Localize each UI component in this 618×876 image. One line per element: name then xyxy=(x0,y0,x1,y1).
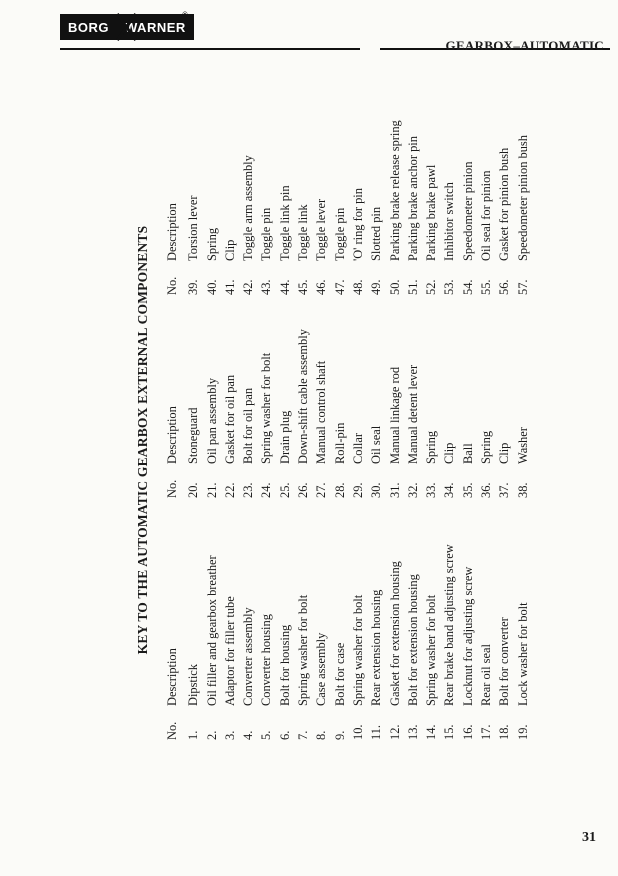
item-description: Parking brake release spring xyxy=(387,120,402,261)
item-number: 11. xyxy=(369,724,384,740)
table-row xyxy=(514,505,532,740)
table-row xyxy=(477,505,495,740)
item-description: Bolt for extension housing xyxy=(405,574,420,706)
table-row xyxy=(422,505,440,740)
item-number: 25. xyxy=(277,482,292,498)
logo-registered-mark: ® xyxy=(182,12,188,19)
item-description: Gasket for oil pan xyxy=(222,374,237,464)
item-description: Toggle link xyxy=(296,204,311,261)
item-number: 16. xyxy=(460,724,475,740)
table-row xyxy=(367,303,385,498)
item-number: 35. xyxy=(460,482,475,498)
item-description: Clip xyxy=(222,239,237,261)
table-row xyxy=(184,505,202,740)
item-description: Lock washer for bolt xyxy=(515,602,530,706)
item-description: Oil pan assembly xyxy=(204,377,219,464)
table-row xyxy=(221,303,239,498)
table-row xyxy=(386,120,404,295)
item-description: Ball xyxy=(460,443,475,464)
table-row xyxy=(495,505,513,740)
item-description: Parking brake pawl xyxy=(424,164,439,261)
table-row xyxy=(257,135,275,295)
item-number: 23. xyxy=(241,482,256,498)
item-description: Bolt for case xyxy=(332,642,347,706)
item-number: 24. xyxy=(259,482,274,498)
item-number: 30. xyxy=(369,482,384,498)
table-row xyxy=(349,505,367,740)
table-row xyxy=(203,505,221,740)
table-row xyxy=(495,303,513,498)
table-row xyxy=(312,303,330,498)
item-number: 56. xyxy=(497,279,512,295)
item-number: 7. xyxy=(296,730,311,740)
item-description: Gasket for extension housing xyxy=(387,561,402,706)
item-description: Spring washer for bolt xyxy=(296,594,311,706)
table-row xyxy=(276,303,294,498)
item-description: Converter housing xyxy=(259,614,274,706)
header-description: Description xyxy=(165,648,179,706)
item-number: 43. xyxy=(259,279,274,295)
table-row xyxy=(239,303,257,498)
header-no: No. xyxy=(165,479,179,498)
item-number: 6. xyxy=(277,730,292,740)
item-description: Locknut for adjusting screw xyxy=(460,566,475,706)
table-row xyxy=(239,505,257,740)
item-description: Inhibitor switch xyxy=(442,182,457,261)
item-description: Roll-pin xyxy=(332,422,347,464)
table-row xyxy=(440,135,458,295)
item-description: Toggle pin xyxy=(259,207,274,261)
item-description: Speedometer pinion bush xyxy=(515,135,530,261)
table-row xyxy=(440,505,458,740)
table-header-row xyxy=(163,303,181,498)
table-row xyxy=(221,135,239,295)
table-row xyxy=(404,135,422,295)
item-description: Case assembly xyxy=(314,632,329,706)
item-description: Parking brake anchor pin xyxy=(405,136,420,261)
item-number: 39. xyxy=(186,279,201,295)
item-number: 17. xyxy=(479,724,494,740)
table-row xyxy=(294,505,312,740)
item-number: 4. xyxy=(241,730,256,740)
table-row xyxy=(331,505,349,740)
item-number: 21. xyxy=(204,482,219,498)
item-description: Slotted pin xyxy=(369,206,384,261)
item-description: Bolt for converter xyxy=(497,617,512,706)
item-description: Adaptor for filler tube xyxy=(222,596,237,706)
table-row xyxy=(422,303,440,498)
table-row xyxy=(440,303,458,498)
item-number: 46. xyxy=(314,279,329,295)
item-number: 41. xyxy=(222,279,237,295)
table-row xyxy=(276,505,294,740)
item-number: 55. xyxy=(479,279,494,295)
item-number: 20. xyxy=(186,482,201,498)
item-number: 53. xyxy=(442,279,457,295)
item-number: 57. xyxy=(515,279,530,295)
item-description: Rear brake band adjusting screw xyxy=(442,544,457,706)
table-title: KEY TO THE AUTOMATIC GEARBOX EXTERNAL COMPONENTS xyxy=(135,225,150,655)
item-number: 52. xyxy=(424,279,439,295)
header-no: No. xyxy=(165,721,179,740)
item-number: 51. xyxy=(405,279,420,295)
table-row xyxy=(184,303,202,498)
table-row xyxy=(294,303,312,498)
item-number: 3. xyxy=(222,730,237,740)
item-number: 42. xyxy=(241,279,256,295)
table-row xyxy=(367,505,385,740)
item-number: 26. xyxy=(296,482,311,498)
table-row xyxy=(386,505,404,740)
table-row xyxy=(257,505,275,740)
item-number: 38. xyxy=(515,482,530,498)
item-number: 48. xyxy=(350,279,365,295)
table-row xyxy=(386,303,404,498)
table-row xyxy=(349,303,367,498)
table-row xyxy=(312,505,330,740)
item-description: Clip xyxy=(497,442,512,464)
table-row xyxy=(422,135,440,295)
page-number: 31 xyxy=(582,830,596,845)
item-number: 13. xyxy=(405,724,420,740)
item-description: Rear extension housing xyxy=(369,589,384,706)
item-number: 28. xyxy=(332,482,347,498)
item-number: 1. xyxy=(186,730,201,740)
item-number: 31. xyxy=(387,482,402,498)
item-description: Rear oil seal xyxy=(479,644,494,706)
item-description: Oil seal for pinion xyxy=(479,170,494,261)
table-row xyxy=(349,135,367,295)
item-description: Converter assembly xyxy=(241,607,256,706)
item-description: Manual detent lever xyxy=(405,364,420,464)
item-number: 8. xyxy=(314,730,329,740)
table-row xyxy=(312,135,330,295)
table-row xyxy=(477,303,495,498)
item-description: Bolt for oil pan xyxy=(241,387,256,464)
item-description: Dipstick xyxy=(186,664,201,706)
item-number: 9. xyxy=(332,730,347,740)
table-row xyxy=(203,303,221,498)
table-column-1 xyxy=(163,505,532,740)
item-number: 19. xyxy=(515,724,530,740)
item-description: Torsion lever xyxy=(186,195,201,261)
item-description: Manual linkage rod xyxy=(387,366,402,464)
table-row xyxy=(257,303,275,498)
item-description: Spring washer for bolt xyxy=(259,352,274,464)
item-number: 18. xyxy=(497,724,512,740)
table-row xyxy=(514,135,532,295)
header-description: Description xyxy=(165,203,179,261)
table-header-row xyxy=(163,135,181,295)
item-number: 37. xyxy=(497,482,512,498)
table-row xyxy=(404,505,422,740)
item-number: 40. xyxy=(204,279,219,295)
item-number: 5. xyxy=(259,730,274,740)
item-number: 14. xyxy=(424,724,439,740)
table-row xyxy=(331,303,349,498)
item-number: 15. xyxy=(442,724,457,740)
item-number: 22. xyxy=(222,482,237,498)
table-row xyxy=(459,505,477,740)
item-description: Spring washer for bolt xyxy=(424,594,439,706)
table-row xyxy=(459,135,477,295)
table-column-2 xyxy=(163,303,532,498)
item-description: Speedometer pinion xyxy=(460,161,475,261)
header-rule-left xyxy=(60,48,360,50)
logo-warner-text: WARNER xyxy=(117,14,194,40)
components-key-table xyxy=(135,120,535,740)
item-description: Gasket for pinion bush xyxy=(497,147,512,261)
item-number: 10. xyxy=(350,724,365,740)
table-header-row xyxy=(163,505,181,740)
table-row xyxy=(294,135,312,295)
item-description: Oil seal xyxy=(369,425,384,464)
item-number: 49. xyxy=(369,279,384,295)
item-description: Collar xyxy=(350,433,365,464)
item-number: 34. xyxy=(442,482,457,498)
table-row xyxy=(239,135,257,295)
item-description: Manual control shaft xyxy=(314,360,329,464)
item-number: 44. xyxy=(277,279,292,295)
item-description: Clip xyxy=(442,442,457,464)
table-row xyxy=(404,303,422,498)
item-description: Toggle pin xyxy=(332,207,347,261)
item-description: Spring xyxy=(204,227,219,261)
item-number: 2. xyxy=(204,730,219,740)
item-number: 45. xyxy=(296,279,311,295)
item-description: Oil filler and gearbox breather xyxy=(204,555,219,706)
item-number: 27. xyxy=(314,482,329,498)
item-description: Down-shift cable assembly xyxy=(296,329,311,464)
item-description: Bolt for housing xyxy=(277,624,292,706)
item-number: 33. xyxy=(424,482,439,498)
section-title: GEARBOX–AUTOMATIC xyxy=(445,38,604,53)
table-row xyxy=(367,135,385,295)
logo-borg-text: BORG xyxy=(60,14,117,40)
table-row xyxy=(203,135,221,295)
table-column-3 xyxy=(163,120,532,295)
item-description: Toggle arm assembly xyxy=(241,155,256,261)
item-number: 54. xyxy=(460,279,475,295)
item-number: 47. xyxy=(332,279,347,295)
item-description: Stoneguard xyxy=(186,407,201,464)
table-row xyxy=(495,135,513,295)
table-row xyxy=(184,135,202,295)
table-row xyxy=(477,135,495,295)
item-number: 29. xyxy=(350,482,365,498)
item-description: Toggle lever xyxy=(314,198,329,261)
item-description: Drain plug xyxy=(277,410,292,464)
item-description: Toggle link pin xyxy=(277,185,292,261)
item-description: Spring xyxy=(479,430,494,464)
table-row xyxy=(514,303,532,498)
table-row xyxy=(221,505,239,740)
table-row xyxy=(331,135,349,295)
item-number: 12. xyxy=(387,724,402,740)
header-no: No. xyxy=(165,276,179,295)
table-row xyxy=(276,135,294,295)
item-number: 36. xyxy=(479,482,494,498)
borg-warner-logo xyxy=(60,12,188,40)
table-row xyxy=(459,303,477,498)
item-description: 'O' ring for pin xyxy=(350,188,365,261)
item-description: Washer xyxy=(515,427,530,464)
header-description: Description xyxy=(165,406,179,464)
item-number: 32. xyxy=(405,482,420,498)
item-description: Spring washer for bolt xyxy=(350,594,365,706)
item-description: Spring xyxy=(424,430,439,464)
item-number: 50. xyxy=(387,279,402,295)
